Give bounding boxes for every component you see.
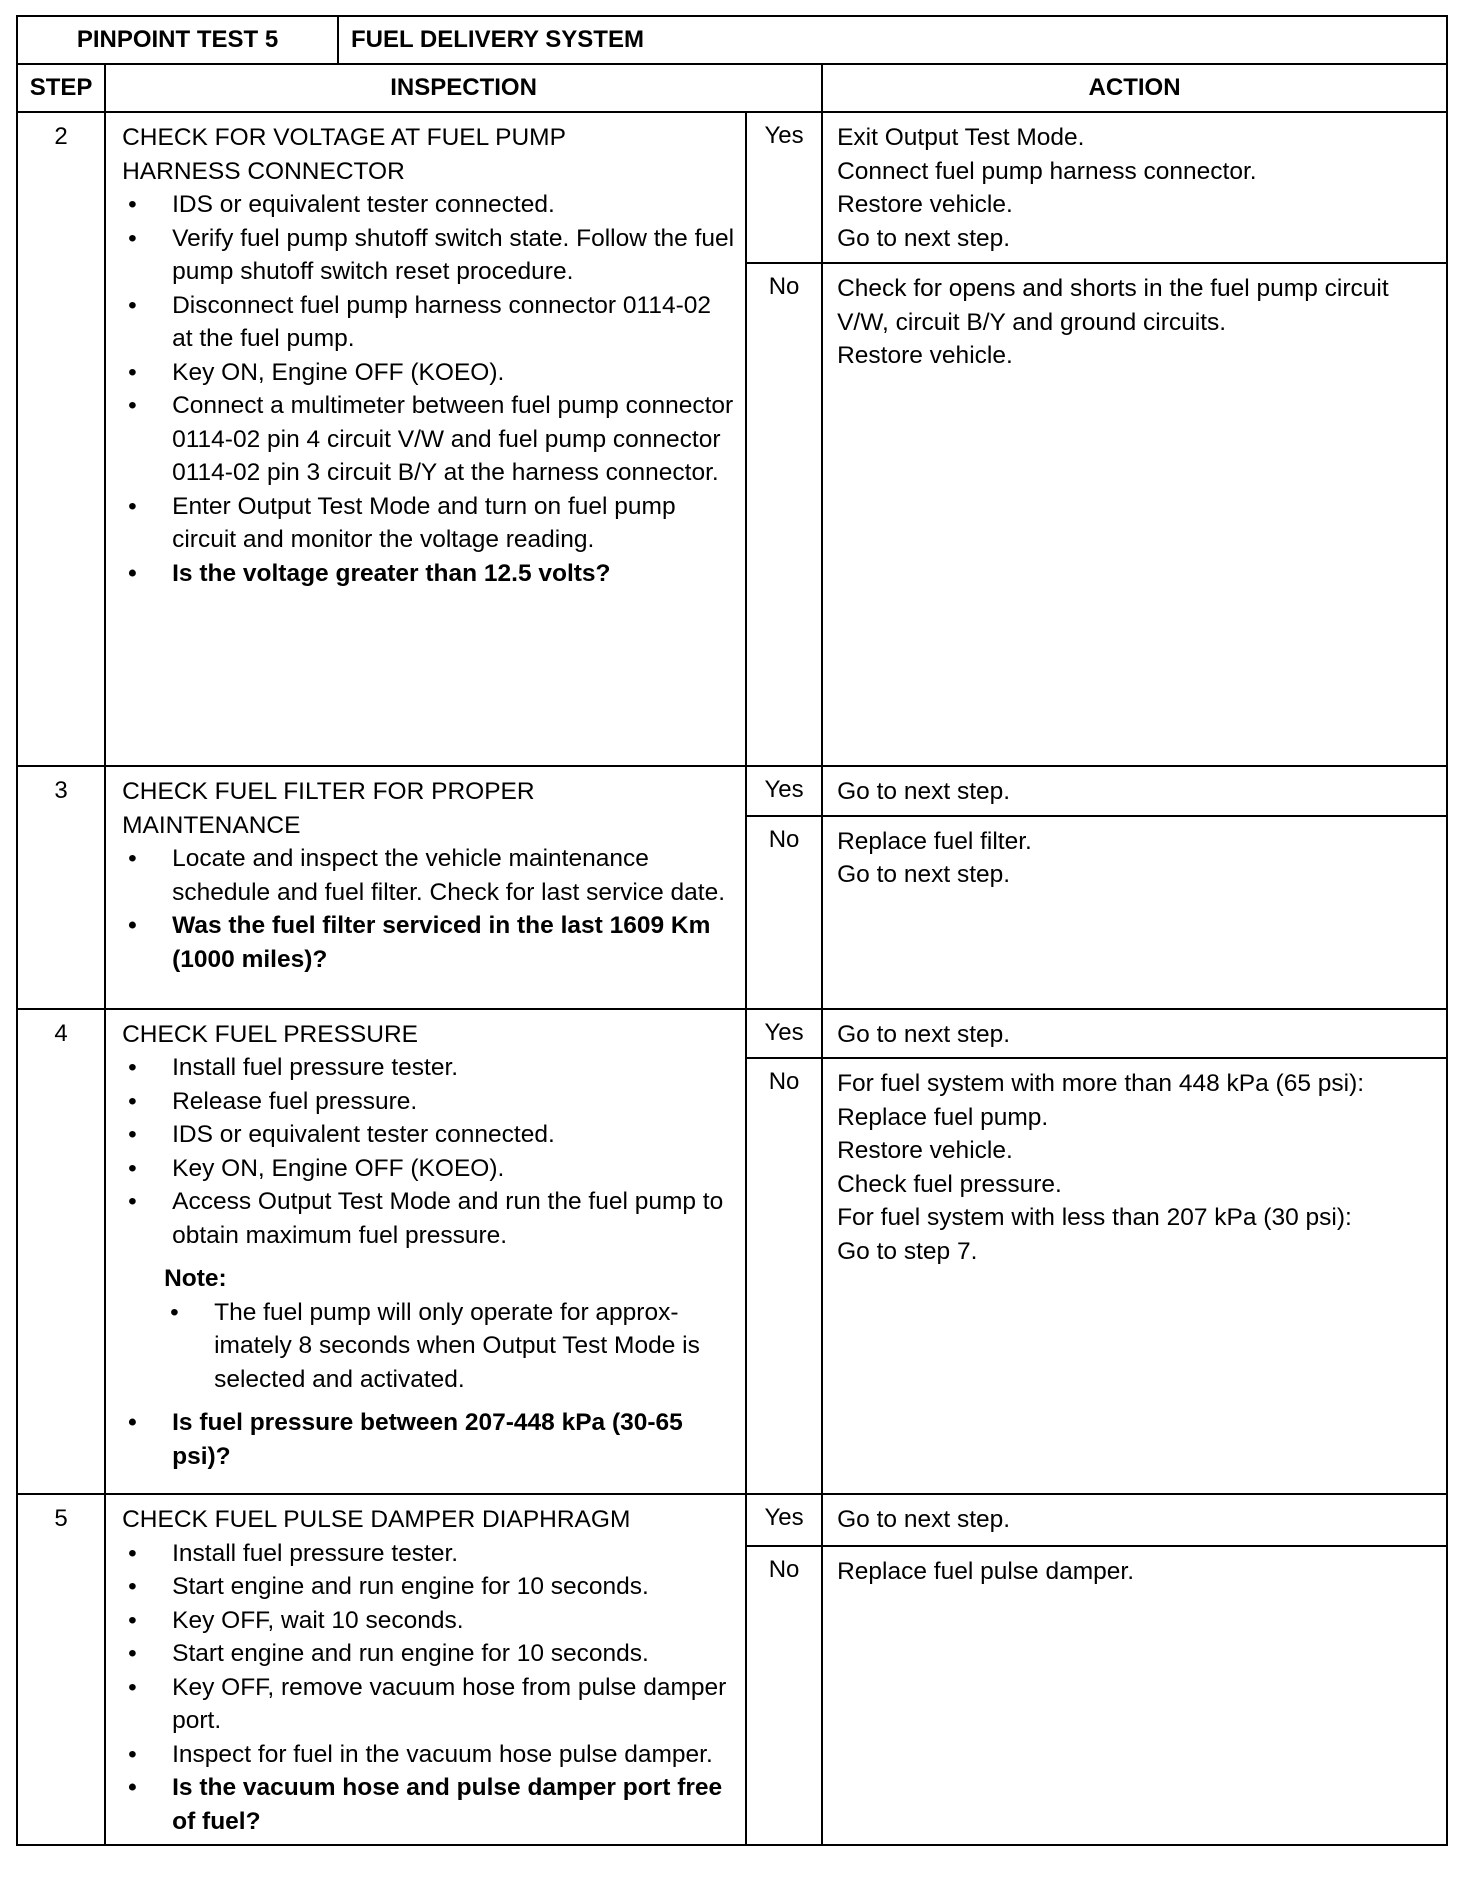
test-title: PINPOINT TEST 5: [17, 16, 338, 64]
step-heading: CHECK FUEL PRESSURE: [122, 1020, 418, 1048]
step-inspection: [105, 1009, 746, 1495]
bullet-item: • Key ON, Engine OFF (KOEO).: [122, 1152, 735, 1186]
yes-label: Yes: [746, 1494, 822, 1546]
bullet-item: • Start engine and run engine for 10 seconds.: [122, 1570, 735, 1604]
action-line: Replace fuel filter.: [837, 827, 1032, 855]
action-line: For fuel system with more than 448 kPa (65 psi):: [837, 1070, 1365, 1097]
bullet-item: • Connect a multimeter between fuel pump connector 0114-02 pin 4 circuit V/W and fuel pump connector 0114-02 pin 3 circuit B/Y at the harness connector.: [122, 389, 735, 490]
yes-action: [822, 112, 1447, 263]
step-number: 3: [17, 766, 105, 1009]
no-label: No: [746, 1546, 822, 1845]
inspection-table: [16, 63, 1448, 1846]
inspection-bullets: [122, 1051, 735, 1252]
action-line: Restore vehicle.: [837, 342, 1013, 369]
bullet-item: • Key OFF, wait 10 seconds.: [122, 1604, 735, 1638]
action-line: Replace fuel pump.: [837, 1103, 1049, 1131]
no-action: [822, 1058, 1447, 1494]
bullet-item: • Disconnect fuel pump harness connector 0114-02 at the fuel pump.: [122, 289, 735, 356]
bullet-item: • IDS or equivalent tester connected.: [122, 1118, 735, 1152]
header-inspection: INSPECTION: [105, 64, 822, 112]
no-label: No: [746, 816, 822, 1009]
no-action: [822, 1546, 1447, 1845]
step-inspection: [105, 1494, 746, 1845]
action-line: Go to next step.: [837, 778, 1011, 805]
bullet-item: • Start engine and run engine for 10 seconds.: [122, 1637, 735, 1671]
yes-action: [822, 1009, 1447, 1059]
question: • Is fuel pressure between 207-448 kPa (30-65 psi)?: [122, 1406, 735, 1473]
header-step: STEP: [17, 64, 105, 112]
bullet-item: • Verify fuel pump shutoff switch state. Follow the fuel pump shutoff switch reset procedure.: [122, 222, 735, 289]
step-row-yes: [17, 766, 1447, 816]
bullet-item: • IDS or equivalent tester connected.: [122, 188, 735, 222]
note-label: Note:: [164, 1265, 227, 1292]
question: • Is the vacuum hose and pulse damper port free of fuel?: [122, 1771, 735, 1838]
header-action: ACTION: [822, 64, 1447, 112]
yes-label: Yes: [746, 1009, 822, 1059]
action-line: Go to next step.: [837, 1506, 1011, 1533]
inspection-question: [122, 1406, 735, 1473]
step-heading: HARNESS CONNECTOR: [122, 157, 405, 185]
no-action: [822, 263, 1447, 766]
step-row-yes: [17, 112, 1447, 263]
action-line: Connect fuel pump harness connector.: [837, 157, 1257, 185]
step-row-yes: [17, 1494, 1447, 1546]
action-line: Go to next step.: [837, 861, 1011, 888]
bullet-item: • Locate and inspect the vehicle maintenance schedule and fuel filter. Check for last service date.: [122, 842, 735, 909]
step-heading: MAINTENANCE: [122, 811, 301, 839]
step-number: 4: [17, 1009, 105, 1495]
yes-action: [822, 766, 1447, 816]
action-line: Go to next step.: [837, 224, 1011, 252]
question: • Was the fuel filter serviced in the last 1609 Km (1000 miles)?: [122, 909, 735, 976]
bullet-item: • Key ON, Engine OFF (KOEO).: [122, 356, 735, 390]
question: • Is the voltage greater than 12.5 volts?: [122, 557, 735, 591]
step-heading: CHECK FOR VOLTAGE AT FUEL PUMP: [122, 124, 566, 151]
no-label: No: [746, 263, 822, 766]
yes-label: Yes: [746, 112, 822, 263]
yes-action: [822, 1494, 1447, 1546]
bullet-item: • Inspect for fuel in the vacuum hose pulse damper.: [122, 1738, 735, 1772]
pinpoint-test-document: [16, 15, 1448, 1890]
header-row: [17, 64, 1447, 112]
action-line: Restore vehicle.: [837, 1137, 1013, 1164]
action-line: Go to step 7.: [837, 1237, 978, 1265]
bullet-item: • Enter Output Test Mode and turn on fuel pump circuit and monitor the voltage reading.: [122, 490, 735, 557]
step-heading: CHECK FUEL FILTER FOR PROPER: [122, 778, 535, 805]
step-inspection: [105, 766, 746, 1009]
step-inspection: [105, 112, 746, 766]
step-number: 2: [17, 112, 105, 766]
action-line: Check for opens and shorts in the fuel pump circuit V/W, circuit B/Y and ground circuits.: [837, 275, 1389, 336]
bullet-item: • Release fuel pressure.: [122, 1085, 735, 1119]
step-number: 5: [17, 1494, 105, 1845]
bullet-item: • Access Output Test Mode and run the fuel pump to obtain maximum fuel pressure.: [122, 1185, 735, 1252]
system-title: FUEL DELIVERY SYSTEM: [338, 16, 1447, 64]
action-line: Restore vehicle.: [837, 191, 1013, 218]
bullet-item: • Install fuel pressure tester.: [122, 1051, 735, 1085]
action-line: For fuel system with less than 207 kPa (30 psi):: [837, 1204, 1352, 1231]
note-text: • The fuel pump will only operate for approx-imately 8 seconds when Output Test Mode is selected and activated.: [164, 1296, 735, 1397]
action-line: Go to next step.: [837, 1020, 1011, 1048]
yes-label: Yes: [746, 766, 822, 816]
note-bullets: [164, 1296, 735, 1397]
inspection-bullets: [122, 1537, 735, 1839]
inspection-bullets: [122, 842, 735, 976]
note-block: [164, 1262, 735, 1396]
bullet-item: • Install fuel pressure tester.: [122, 1537, 735, 1571]
bullet-item: • Key OFF, remove vacuum hose from pulse damper port.: [122, 1671, 735, 1738]
no-action: [822, 816, 1447, 1009]
no-label: No: [746, 1058, 822, 1494]
step-row-yes: [17, 1009, 1447, 1059]
inspection-bullets: [122, 188, 735, 590]
action-line: Replace fuel pulse damper.: [837, 1558, 1135, 1586]
action-line: Check fuel pressure.: [837, 1170, 1062, 1198]
title-bar: [16, 15, 1448, 65]
step-heading: CHECK FUEL PULSE DAMPER DIAPHRAGM: [122, 1506, 631, 1533]
action-line: Exit Output Test Mode.: [837, 124, 1085, 151]
